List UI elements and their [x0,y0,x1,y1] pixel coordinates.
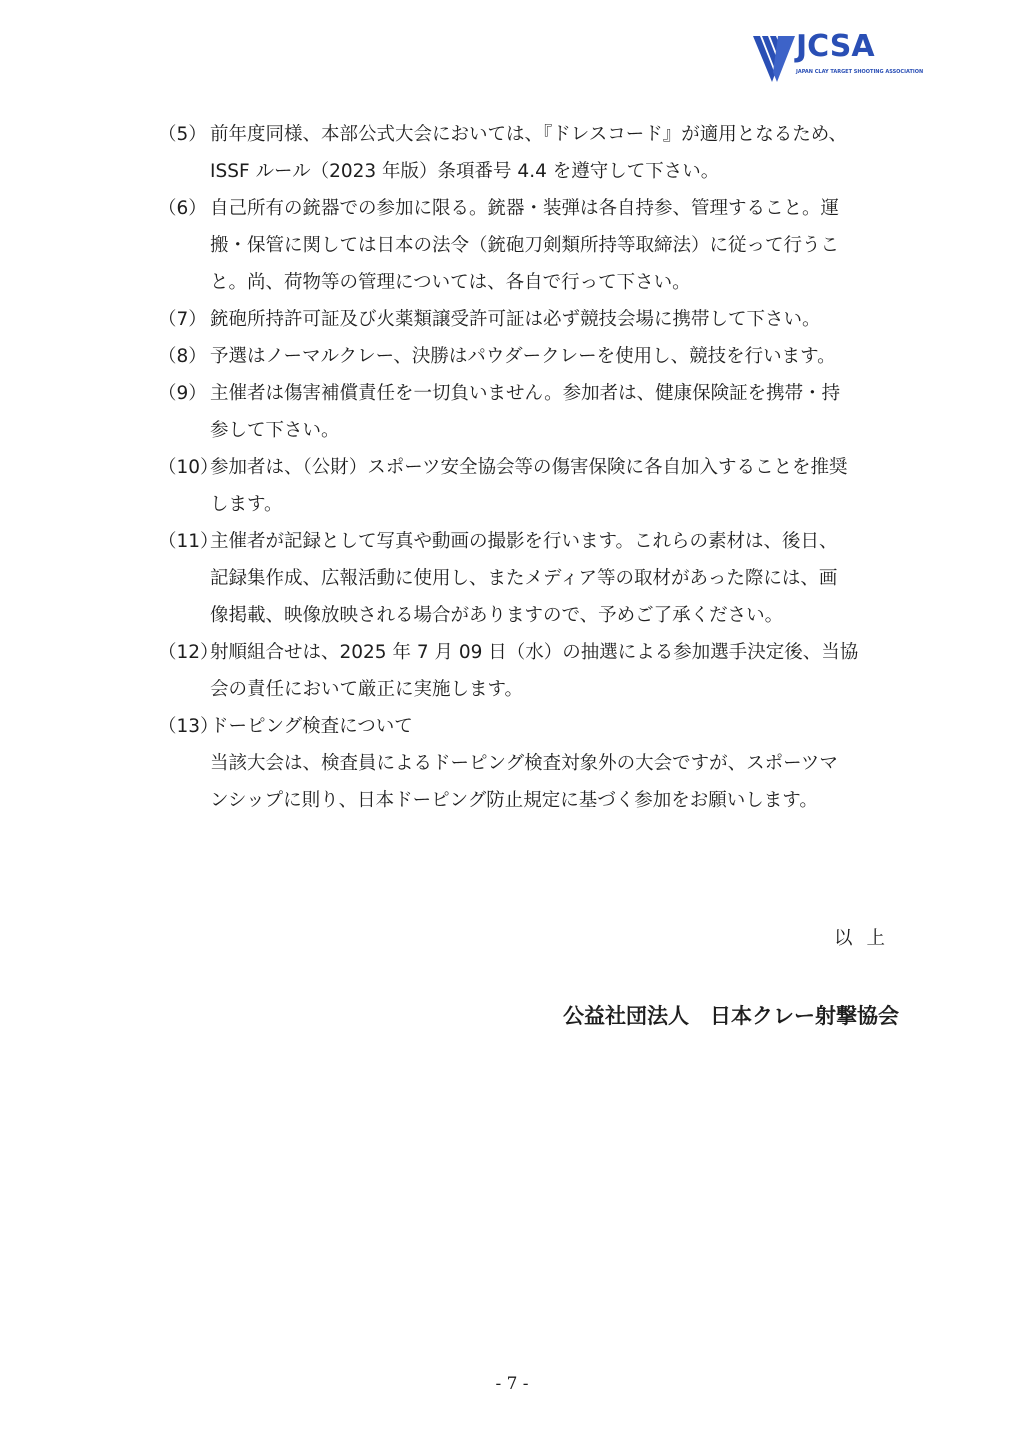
item-body [210,634,918,708]
item-text-line: 記録集作成、広報活動に使用し、またメディア等の取材があった際には、画 [210,568,838,589]
list-item [158,523,918,634]
item-text-line: 参して下さい。 [210,420,340,441]
logo-subtitle: JAPAN CLAY TARGET SHOOTING ASSOCIATION [796,69,924,75]
item-number: （5） [158,124,207,145]
item-number: （7） [158,309,207,330]
item-text-line: 銃砲所持許可証及び火薬類譲受許可証は必ず競技会場に携帯して下さい。 [210,309,821,330]
item-number: （13） [158,716,219,737]
item-body [210,301,918,338]
item-body [210,338,918,375]
item-text-line: と。尚、荷物等の管理については、各自で行って下さい。 [210,272,691,293]
notice-items-list [158,116,918,819]
item-text-line: ンシップに則り、日本ドーピング防止規定に基づく参加をお願いします。 [210,790,818,811]
item-text-line: 自己所有の銃器での参加に限る。銃器・装弾は各自持参、管理すること。運 [210,198,840,219]
item-body [210,190,918,301]
item-text-line: します。 [210,494,283,515]
item-number: （10） [158,457,219,478]
list-item [158,634,918,708]
list-item [158,116,918,190]
item-text-line: 予選はノーマルクレー、決勝はパウダークレーを使用し、競技を行います。 [210,346,836,367]
page-number: - 7 - [495,1374,529,1394]
list-item [158,375,918,449]
item-text-line: 主催者が記録として写真や動画の撮影を行います。これらの素材は、後日、 [210,531,838,552]
item-number: （6） [158,198,207,219]
item-text-line: 当該大会は、検査員によるドーピング検査対象外の大会ですが、スポーツマ [210,753,838,774]
item-number: （8） [158,346,207,367]
list-item [158,708,918,819]
list-item [158,338,918,375]
item-number: （12） [158,642,219,663]
item-text-line: 射順組合せは、2025 年 7 月 09 日（水）の抽選による参加選手決定後、当協 [210,642,859,663]
item-number: （9） [158,383,207,404]
list-item [158,449,918,523]
list-item [158,190,918,301]
item-text-line: 参加者は、（公財）スポーツ安全協会等の傷害保険に各自加入することを推奨 [210,457,848,478]
item-body [210,449,918,523]
item-number: （11） [158,531,219,552]
item-text-line: ドーピング検査について [210,716,413,737]
list-item [158,301,918,338]
item-text-line: 前年度同様、本部公式大会においては、『ドレスコード』が適用となるため、 [210,124,847,145]
jcsa-logo [753,29,924,84]
item-text-line: 像掲載、映像放映される場合がありますので、予めご了承ください。 [210,605,784,626]
item-body [210,708,918,819]
jcsa-emblem-icon [753,34,797,84]
item-body [210,375,918,449]
item-body [210,116,918,190]
item-text-line: 主催者は傷害補償責任を一切負いません。参加者は、健康保険証を携帯・持 [210,383,841,404]
item-body [210,523,918,634]
closing-mark: 以上 [833,928,899,949]
item-text-line: ISSF ルール（2023 年版）条項番号 4.4 を遵守して下さい。 [210,161,720,182]
item-text-line: 搬・保管に関しては日本の法令（銃砲刀剣類所持等取締法）に従って行うこ [210,235,840,256]
item-text-line: 会の責任において厳正に実施します。 [210,679,524,700]
organization-name: 公益社団法人 日本クレー射撃協会 [563,1004,899,1028]
logo-wordmark: JCSA [796,29,875,64]
